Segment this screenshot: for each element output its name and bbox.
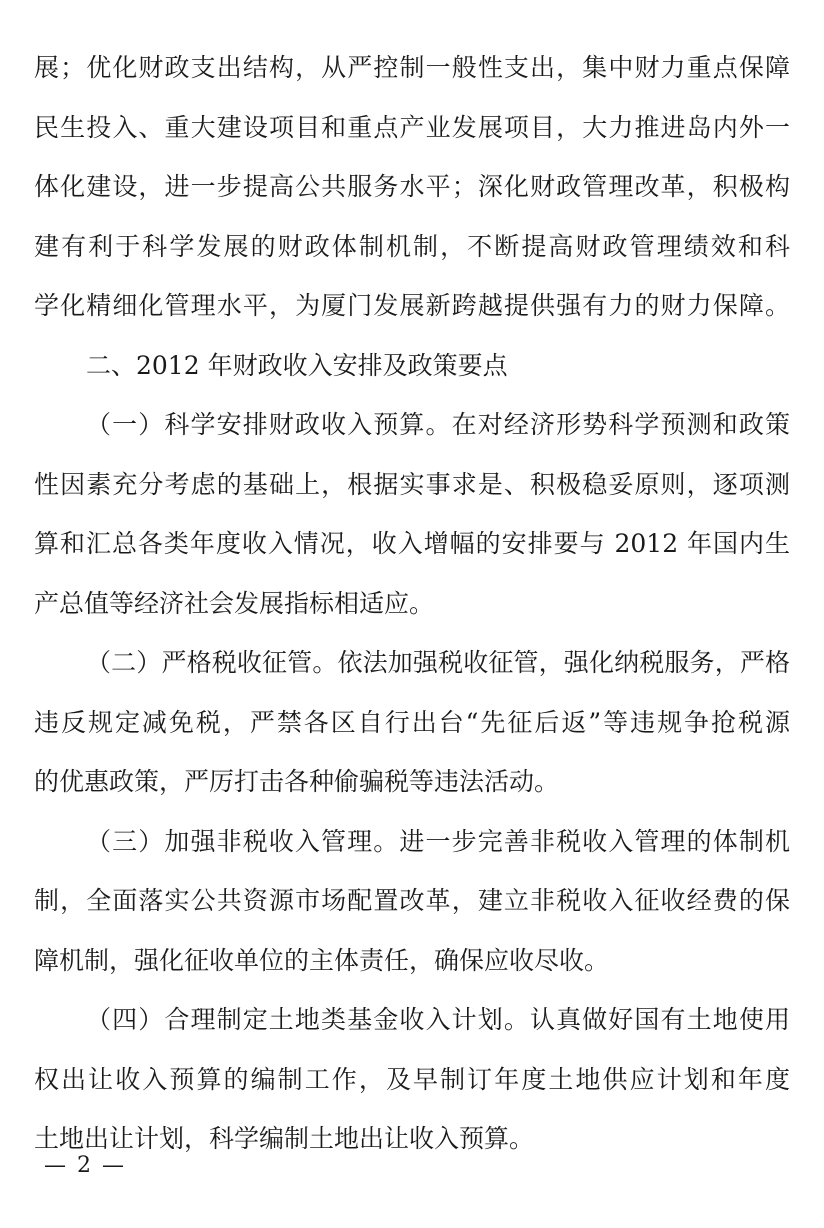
text-line: 的优惠政策，严厉打击各种偷骗税等违法活动。 [34, 767, 560, 796]
paragraph-fiscal-goals [34, 38, 790, 336]
text-line: （二）严格税收征管。依法加强税收征管，强化纳税服务，严格 [86, 648, 790, 677]
text-line: （三）加强非税收入管理。进一步完善非税收入管理的体制机 [86, 826, 790, 856]
text-line: 体化建设，进一步提高公共服务水平；深化财政管理改革，积极构 [34, 172, 790, 201]
text-line: 障机制，强化征收单位的主体责任，确保应收尽收。 [34, 945, 610, 975]
paragraph-item-2 [34, 633, 790, 812]
text-line: 权出让收入预算的编制工作，及早制订年度土地供应计划和年度 [34, 1064, 790, 1094]
section-heading [34, 336, 790, 396]
text-line: 土地出让计划，科学编制土地出让收入预算。 [34, 1124, 535, 1153]
document-page [34, 38, 790, 1169]
page-number: — 2 — [44, 1153, 126, 1178]
text-line: 性因素充分考虑的基础上，根据实事求是、积极稳妥原则，逐项测 [34, 469, 790, 499]
text-line: 产总值等经济社会发展指标相适应。 [34, 588, 435, 618]
text-line: 学化精细化管理水平，为厦门发展新跨越提供强有力的财力保障。 [34, 291, 790, 320]
text-line: 制，全面落实公共资源市场配置改革，建立非税收入征收经费的保 [34, 886, 790, 915]
text-line: 民生投入、重大建设项目和重点产业发展项目，大力推进岛内外一 [34, 112, 790, 142]
section-heading-text: 二、2012 年财政收入安排及政策要点 [86, 350, 508, 380]
text-line: 违反规定减免税，严禁各区自行出台“先征后返”等违规争抢税源 [34, 707, 790, 737]
paragraph-item-3 [34, 812, 790, 991]
paragraph-item-4 [34, 990, 790, 1169]
text-line: 建有利于科学发展的财政体制机制，不断提高财政管理绩效和科 [34, 231, 790, 261]
text-line: 展；优化财政支出结构，从严控制一般性支出，集中财力重点保障 [34, 53, 790, 82]
text-line: 算和汇总各类年度收入情况，收入增幅的安排要与 2012 年国内生 [34, 529, 790, 558]
paragraph-item-1 [34, 395, 790, 633]
text-line: （一）科学安排财政收入预算。在对经济形势科学预测和政策 [86, 410, 790, 439]
text-line: （四）合理制定土地类基金收入计划。认真做好国有土地使用 [86, 1005, 790, 1034]
